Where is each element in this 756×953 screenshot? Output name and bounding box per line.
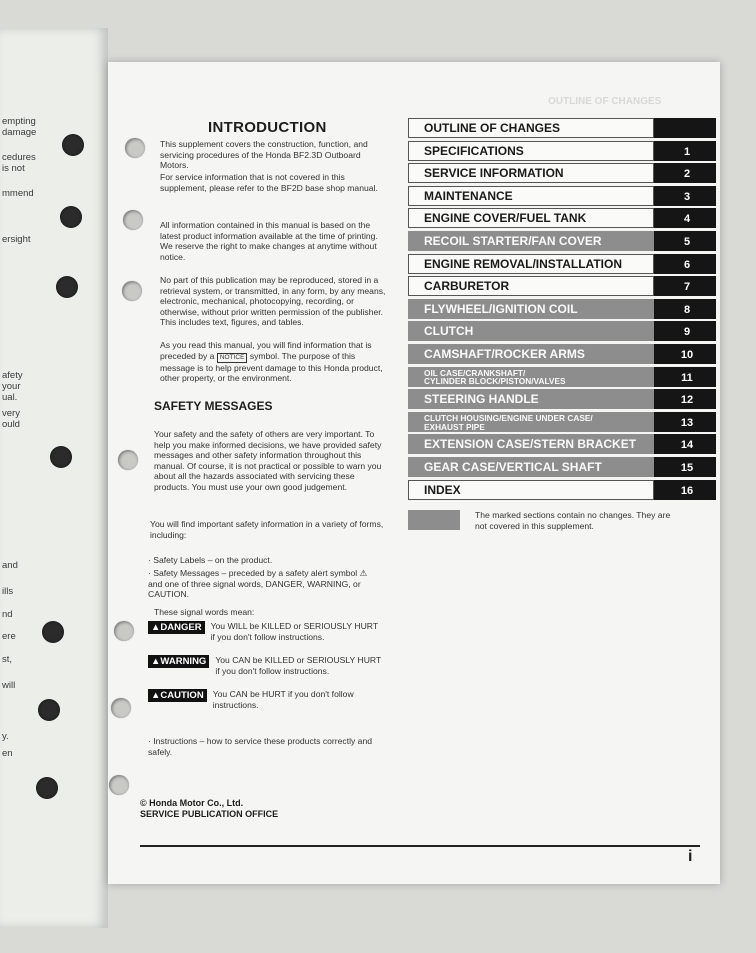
copyright-text: © Honda Motor Co., Ltd. — [140, 798, 244, 808]
left-page-fragment: ills — [2, 586, 14, 597]
left-page-fragment: very — [2, 408, 20, 419]
left-page-fragment: ual. — [2, 392, 18, 403]
caution-text: You CAN be HURT if you don't follow instructions. — [212, 689, 354, 710]
toc-row — [408, 434, 716, 454]
left-page-fragment: ould — [2, 419, 20, 430]
toc-row — [408, 163, 716, 183]
section-heading: SAFETY MESSAGES — [154, 399, 273, 413]
toc-section-line: CARBURETOR — [424, 279, 510, 294]
toc-section-number: 11 — [654, 367, 716, 387]
toc-section-number: 13 — [654, 412, 716, 432]
publisher-footer — [140, 798, 278, 820]
left-page-fragment: en — [2, 748, 13, 759]
legend-text: The marked sections contain no changes. They are not covered in this supplement. — [475, 510, 671, 531]
toc-row — [408, 276, 716, 296]
intro-paragraph: No part of this publication may be reproduced, stored in a retrieval system, or transmitted, in any form, by any means, electronic, mechanical, photocopying, recording, or otherwise, without prior written permission of the publisher. This includes text, figures, and tables. — [160, 275, 386, 328]
toc-row — [408, 412, 716, 432]
left-page-fragment: empting — [2, 116, 36, 127]
notice-text-after: symbol. The purpose of this message is to help prevent damage to this Honda product, other property, or the environment. — [160, 350, 383, 384]
previous-page — [0, 28, 108, 928]
toc-section-line: GEAR CASE/VERTICAL SHAFT — [424, 459, 602, 474]
binder-hole — [56, 276, 78, 298]
toc-row — [408, 299, 716, 319]
toc-row — [408, 118, 716, 138]
binder-hole — [122, 281, 142, 301]
left-page-fragment: afety — [2, 370, 23, 381]
toc-section-line: CLUTCH — [424, 324, 474, 339]
manual-page — [108, 62, 720, 884]
left-page-fragment: is not — [2, 163, 25, 174]
safety-bullet: · Safety Labels – on the product. — [148, 555, 273, 565]
left-page-fragment: mmend — [2, 188, 34, 199]
binder-hole — [42, 621, 64, 643]
toc-section-line: EXHAUST PIPE — [424, 421, 485, 432]
intro-paragraph: All information contained in this manual is based on the latest product information available at the time of printing. We reserve the right to make changes at anytime without notice. — [160, 220, 378, 262]
legend-swatch — [408, 510, 460, 530]
left-page-fragment: your — [2, 381, 21, 392]
toc-row — [408, 208, 716, 228]
safety-bullet: · Safety Messages – preceded by a safety alert symbol ⚠ and one of three signal words, DANGER, WARNING, or CAUTION. — [148, 568, 368, 600]
toc-section-name — [408, 276, 654, 296]
toc-section-number: 16 — [654, 480, 716, 500]
footer-rule — [140, 845, 700, 847]
caution-signal — [148, 689, 383, 710]
toc-section-name — [408, 254, 654, 274]
binder-hole — [50, 446, 72, 468]
toc-row — [408, 321, 716, 341]
warning-signal — [148, 655, 385, 676]
page-number: i — [688, 848, 693, 865]
toc-section-number: 3 — [654, 186, 716, 206]
toc-section-name — [408, 367, 654, 387]
binder-hole — [118, 450, 138, 470]
left-page-fragment: ere — [2, 631, 16, 642]
toc-section-name — [408, 412, 654, 432]
toc-section-line: FLYWHEEL/IGNITION COIL — [424, 301, 578, 316]
toc-row — [408, 480, 716, 500]
notice-text-before: As you read this manual, you will find information that is preceded by a — [160, 340, 372, 361]
toc-section-number: 4 — [654, 208, 716, 228]
binder-hole — [114, 621, 134, 641]
toc-section-name — [408, 480, 654, 500]
toc-section-name — [408, 299, 654, 319]
toc-row — [408, 231, 716, 251]
toc-section-number: 12 — [654, 389, 716, 409]
toc-section-name — [408, 434, 654, 454]
binder-hole — [123, 210, 143, 230]
toc-section-number: 10 — [654, 344, 716, 364]
toc-section-line: CLUTCH HOUSING/ENGINE UNDER CASE/ — [424, 412, 593, 423]
toc-section-line: CYLINDER BLOCK/PISTON/VALVES — [424, 376, 566, 387]
toc-section-line: CAMSHAFT/ROCKER ARMS — [424, 346, 585, 361]
publication-office: SERVICE PUBLICATION OFFICE — [140, 809, 279, 819]
left-page-fragment: st, — [2, 654, 13, 665]
left-page-fragment: will — [2, 680, 16, 691]
safety-paragraph: You will find important safety information in a variety of forms, including: — [150, 519, 384, 540]
table-of-contents — [408, 118, 716, 502]
toc-section-number: 15 — [654, 457, 716, 477]
page-title: INTRODUCTION — [208, 119, 327, 136]
safety-paragraph: Your safety and the safety of others are very important. To help you make informed decisions, we have provided safety messages and other safety information throughout this manual. Of course, it is not practical or possible to warn you about all the hazards associated with servicing these products. You must use your own good judgement. — [154, 429, 382, 492]
intro-paragraph: This supplement covers the construction, function, and servicing procedures of the Honda BF2.3D Outboard Motors. — [160, 139, 368, 171]
left-page-fragment: y. — [2, 731, 9, 742]
toc-section-line: OIL CASE/CRANKSHAFT/ — [424, 367, 526, 378]
binder-hole — [38, 699, 60, 721]
toc-row — [408, 141, 716, 161]
binder-hole — [109, 775, 129, 795]
toc-row — [408, 254, 716, 274]
toc-section-number: 5 — [654, 231, 716, 251]
left-page-fragment: ersight — [2, 234, 31, 245]
toc-section-name — [408, 208, 654, 228]
toc-section-line: SERVICE INFORMATION — [424, 166, 564, 181]
intro-paragraph: For service information that is not covered in this supplement, please refer to the BF2D base shop manual. — [160, 172, 378, 193]
show-through-header: OUTLINE OF CHANGES — [548, 96, 662, 107]
left-page-fragment: nd — [2, 609, 13, 620]
toc-section-line: ENGINE REMOVAL/INSTALLATION — [424, 256, 622, 271]
toc-section-line: MAINTENANCE — [424, 188, 513, 203]
toc-row — [408, 389, 716, 409]
toc-section-line: INDEX — [424, 482, 461, 497]
danger-text: You WILL be KILLED or SERIOUSLY HURT if you don't follow instructions. — [210, 621, 378, 642]
toc-section-name — [408, 186, 654, 206]
toc-section-name — [408, 321, 654, 341]
toc-section-number: 9 — [654, 321, 716, 341]
binder-hole — [62, 134, 84, 156]
toc-section-number: 14 — [654, 434, 716, 454]
toc-section-line: STEERING HANDLE — [424, 392, 539, 407]
caution-label: ▲CAUTION — [148, 689, 207, 702]
warning-label: ▲WARNING — [148, 655, 209, 668]
binder-hole — [60, 206, 82, 228]
notice-symbol: NOTICE — [217, 353, 248, 363]
toc-section-name — [408, 344, 654, 364]
safety-bullet: · Instructions – how to service these products correctly and safely. — [148, 736, 373, 757]
toc-section-number: 6 — [654, 254, 716, 274]
toc-section-name — [408, 231, 654, 251]
legend — [408, 510, 675, 531]
binder-hole — [125, 138, 145, 158]
toc-section-number: 2 — [654, 163, 716, 183]
toc-section-number: 7 — [654, 276, 716, 296]
toc-section-name — [408, 118, 654, 138]
toc-section-name — [408, 163, 654, 183]
toc-section-name — [408, 457, 654, 477]
left-page-fragment: cedures — [2, 152, 36, 163]
notice-paragraph — [160, 340, 388, 384]
binder-hole — [111, 698, 131, 718]
toc-section-number: 1 — [654, 141, 716, 161]
danger-signal — [148, 621, 381, 642]
toc-section-number: 8 — [654, 299, 716, 319]
toc-section-line: RECOIL STARTER/FAN COVER — [424, 233, 602, 248]
toc-section-name — [408, 141, 654, 161]
toc-section-line: ENGINE COVER/FUEL TANK — [424, 211, 587, 226]
toc-row — [408, 186, 716, 206]
toc-section-number — [654, 118, 716, 138]
toc-row — [408, 344, 716, 364]
toc-section-line: EXTENSION CASE/STERN BRACKET — [424, 437, 637, 452]
left-page-fragment: and — [2, 560, 18, 571]
toc-section-name — [408, 389, 654, 409]
left-page-fragment: damage — [2, 127, 37, 138]
safety-bullet-continued: These signal words mean: — [154, 607, 255, 617]
toc-row — [408, 367, 716, 387]
toc-section-line: OUTLINE OF CHANGES — [424, 121, 561, 135]
toc-section-line: SPECIFICATIONS — [424, 143, 524, 158]
warning-text: You CAN be KILLED or SERIOUSLY HURT if you don't follow instructions. — [215, 655, 382, 676]
danger-label: ▲DANGER — [148, 621, 205, 634]
binder-hole — [36, 777, 58, 799]
toc-row — [408, 457, 716, 477]
